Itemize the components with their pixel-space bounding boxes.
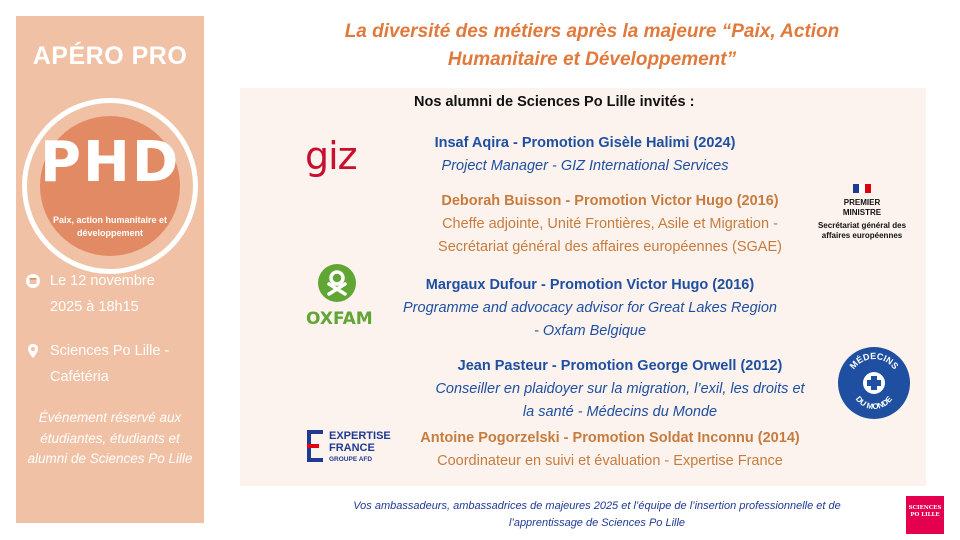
expertise-france-sub: GROUPE AFD xyxy=(329,456,373,463)
guest-item xyxy=(400,132,770,178)
premier-ministre-logo xyxy=(812,184,912,241)
event-date-line1: Le 12 novembre xyxy=(50,273,155,289)
svg-text:DU MONDE xyxy=(854,394,895,411)
guest-name: Margaux Dufour - Promotion Victor Hugo (2016) xyxy=(425,277,755,293)
guest-role: Programme and advocacy advisor for Great Lakes Region xyxy=(403,300,777,316)
event-sidebar xyxy=(16,16,204,523)
guest-role: Coordinateur en suivi et évaluation - Expertise France xyxy=(437,453,783,469)
guest-role-continued: Secrétariat général des affaires européennes (SGAE) xyxy=(438,239,782,255)
phd-badge xyxy=(22,98,198,274)
phd-badge-inner xyxy=(40,116,180,256)
guest-name: Jean Pasteur - Promotion George Orwell (2012) xyxy=(457,358,783,374)
sgae-label: Secrétariat général des affaires européennes xyxy=(817,221,907,240)
page-title xyxy=(272,18,912,74)
event-date-line2: 2025 à 18h15 xyxy=(50,299,139,315)
guest-item xyxy=(400,190,820,259)
phd-badge-title: PHD xyxy=(40,130,181,195)
guest-role: Cheffe adjointe, Unité Frontières, Asile et Migration - xyxy=(442,216,778,232)
guest-role: Project Manager - GIZ International Services xyxy=(441,158,729,174)
footer-line1: Vos ambassadeurs, ambassadrices de majeures 2025 et l’équipe de l’insertion professionnelle et de xyxy=(353,500,841,512)
event-place-line2: Cafétéria xyxy=(50,369,109,385)
expertise-france-line2: FRANCE xyxy=(329,442,375,454)
svg-text:MÉDECINS xyxy=(848,351,901,371)
guest-name: Deborah Buisson - Promotion Victor Hugo (2016) xyxy=(441,193,779,209)
location-pin-icon xyxy=(26,344,40,358)
guest-name: Insaf Aqira - Promotion Gisèle Halimi (2024) xyxy=(434,135,736,151)
event-place-line1: Sciences Po Lille - xyxy=(50,343,170,359)
guest-item xyxy=(370,274,810,343)
guest-role-continued: la santé - Médecins du Monde xyxy=(522,404,718,420)
guest-name: Antoine Pogorzelski - Promotion Soldat Inconnu (2014) xyxy=(420,430,800,446)
oxfam-logo: OXFAM xyxy=(306,309,373,329)
footer-line2: l’apprentissage de Sciences Po Lille xyxy=(508,517,686,529)
page-title-line1: La diversité des métiers après la majeure “Paix, Action xyxy=(344,21,840,42)
french-flag-icon xyxy=(853,184,871,193)
premier-ministre-line1: PREMIER xyxy=(843,198,881,207)
mdm-top-text: MÉDECINS xyxy=(847,350,901,372)
expertise-france-line1: EXPERTISE xyxy=(329,430,391,442)
event-audience-note: Événement réservé aux étudiantes, étudiants et alumni de Sciences Po Lille xyxy=(27,410,193,466)
calendar-icon xyxy=(26,274,40,288)
event-name: APÉRO PRO xyxy=(32,42,188,70)
footer-credits xyxy=(310,498,884,532)
guests-heading: Nos alumni de Sciences Po Lille invités : xyxy=(414,94,695,110)
phd-badge-subtitle: Paix, action humanitaire et développement xyxy=(52,215,168,238)
guest-item xyxy=(400,355,840,424)
guest-item xyxy=(400,427,820,473)
premier-ministre-line2: MINISTRE xyxy=(842,208,882,217)
sciences-po-lille-logo: SCIENCES PO LILLE xyxy=(906,496,944,534)
page-title-line2: Humanitaire et Développement” xyxy=(447,49,737,70)
mdm-bottom-text: DU MONDE xyxy=(853,394,895,412)
guest-role: Conseiller en plaidoyer sur la migration, l’exil, les droits et xyxy=(435,381,805,397)
giz-logo: giz xyxy=(305,134,357,178)
guest-role-continued: - Oxfam Belgique xyxy=(533,323,647,339)
medecins-du-monde-logo xyxy=(838,347,910,419)
oxfam-emblem-icon xyxy=(318,264,356,302)
expertise-france-mark-icon xyxy=(307,430,325,462)
